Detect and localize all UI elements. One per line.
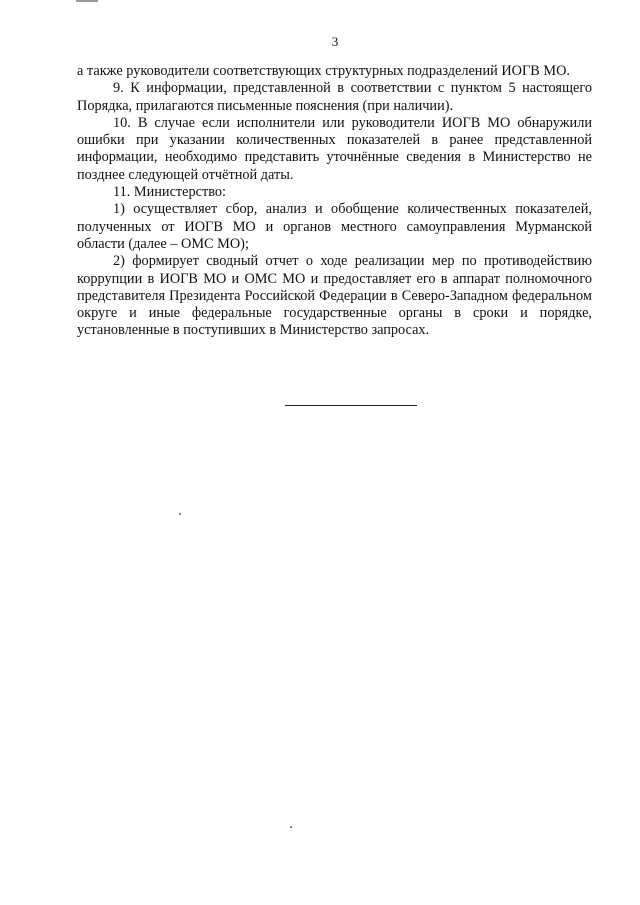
document-body bbox=[77, 63, 592, 340]
paragraph-11-item-1: 1) осуществляет сбор, анализ и обобщение количественных показателей, полученных от ИОГВ МО и органов местного самоуправления Мурманской области (далее – ОМС МО); bbox=[77, 201, 592, 252]
paragraph-continuation: а также руководители соответствующих структурных подразделений ИОГВ МО. bbox=[77, 63, 570, 79]
paragraph-11-item-2: 2) формирует сводный отчет о ходе реализации мер по противодействию коррупции в ИОГВ МО и ОМС МО и предоставляет его в аппарат полномочного представителя Президента Российской Федерации в Северо-Западном федеральном округе и иные федеральные государственные органы в сроки и порядке, установленные в поступивших в Министерство запросах. bbox=[77, 253, 592, 339]
scan-speck bbox=[179, 513, 181, 515]
scan-speck bbox=[290, 826, 292, 828]
paragraph-11: 11. Министерство: bbox=[113, 184, 227, 201]
paragraph-9: 9. К информации, представленной в соответствии с пунктом 5 настоящего Порядка, прилагаются письменные пояснения (при наличии). bbox=[77, 80, 592, 114]
page-number: 3 bbox=[331, 34, 339, 49]
paragraph-10: 10. В случае если исполнители или руководители ИОГВ МО обнаружили ошибки при указании количественных показателей в ранее представленной информации, необходимо представить уточнённые сведения в Министерство не позднее следующей отчётной даты. bbox=[77, 114, 592, 183]
scan-artifact bbox=[76, 0, 98, 2]
end-of-text-rule bbox=[285, 405, 417, 406]
